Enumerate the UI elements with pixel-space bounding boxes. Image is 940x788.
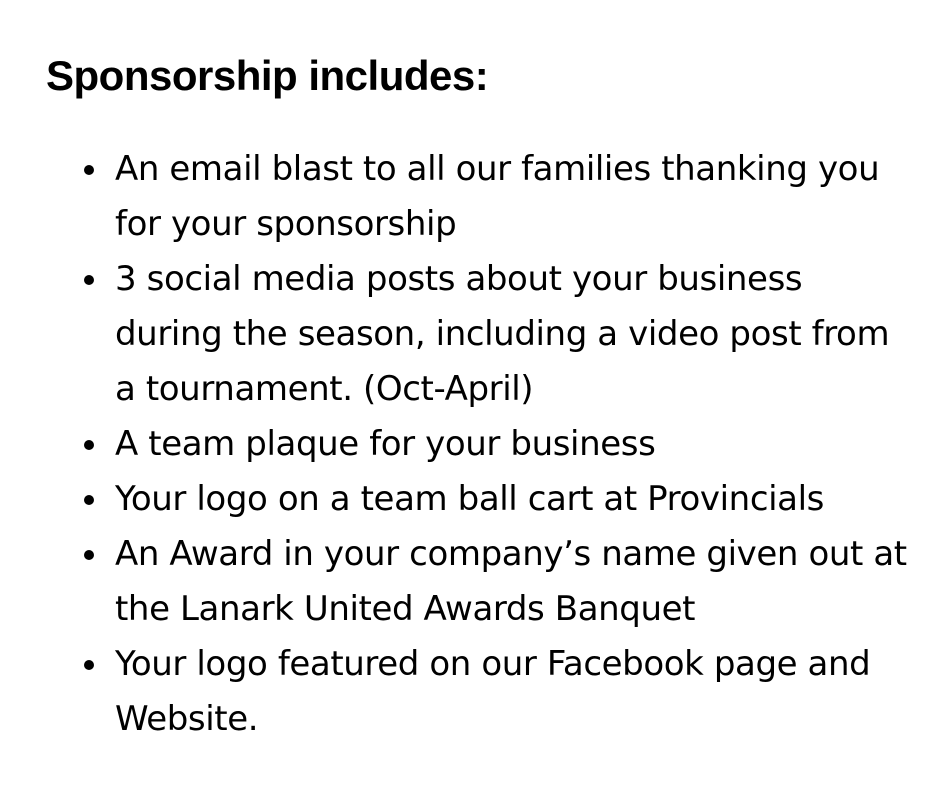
list-item-text: 3 social media posts about your business during the season, including a video post from a tournament. (Oct-April) [115,259,890,409]
list-item [46,472,916,527]
list-item-text: Your logo featured on our Facebook page and Website. [115,644,871,739]
bullet-icon [84,495,94,505]
bullet-icon [84,440,94,450]
bullet-icon [84,550,94,560]
bullet-icon [84,165,94,175]
list-item [46,252,916,417]
list-item [46,417,916,472]
list-item-text: Your logo on a team ball cart at Provincials [115,479,824,519]
list-item [46,142,916,252]
list-item [46,637,916,747]
section-heading: Sponsorship includes: [46,52,489,99]
bullet-icon [84,275,94,285]
benefits-list [46,142,916,747]
sponsorship-section [46,46,916,747]
list-item-text: A team plaque for your business [115,424,656,464]
list-item [46,527,916,637]
bullet-icon [84,660,94,670]
list-item-text: An email blast to all our families thanking you for your sponsorship [115,149,880,244]
list-item-text: An Award in your company’s name given out at the Lanark United Awards Banquet [115,534,907,629]
